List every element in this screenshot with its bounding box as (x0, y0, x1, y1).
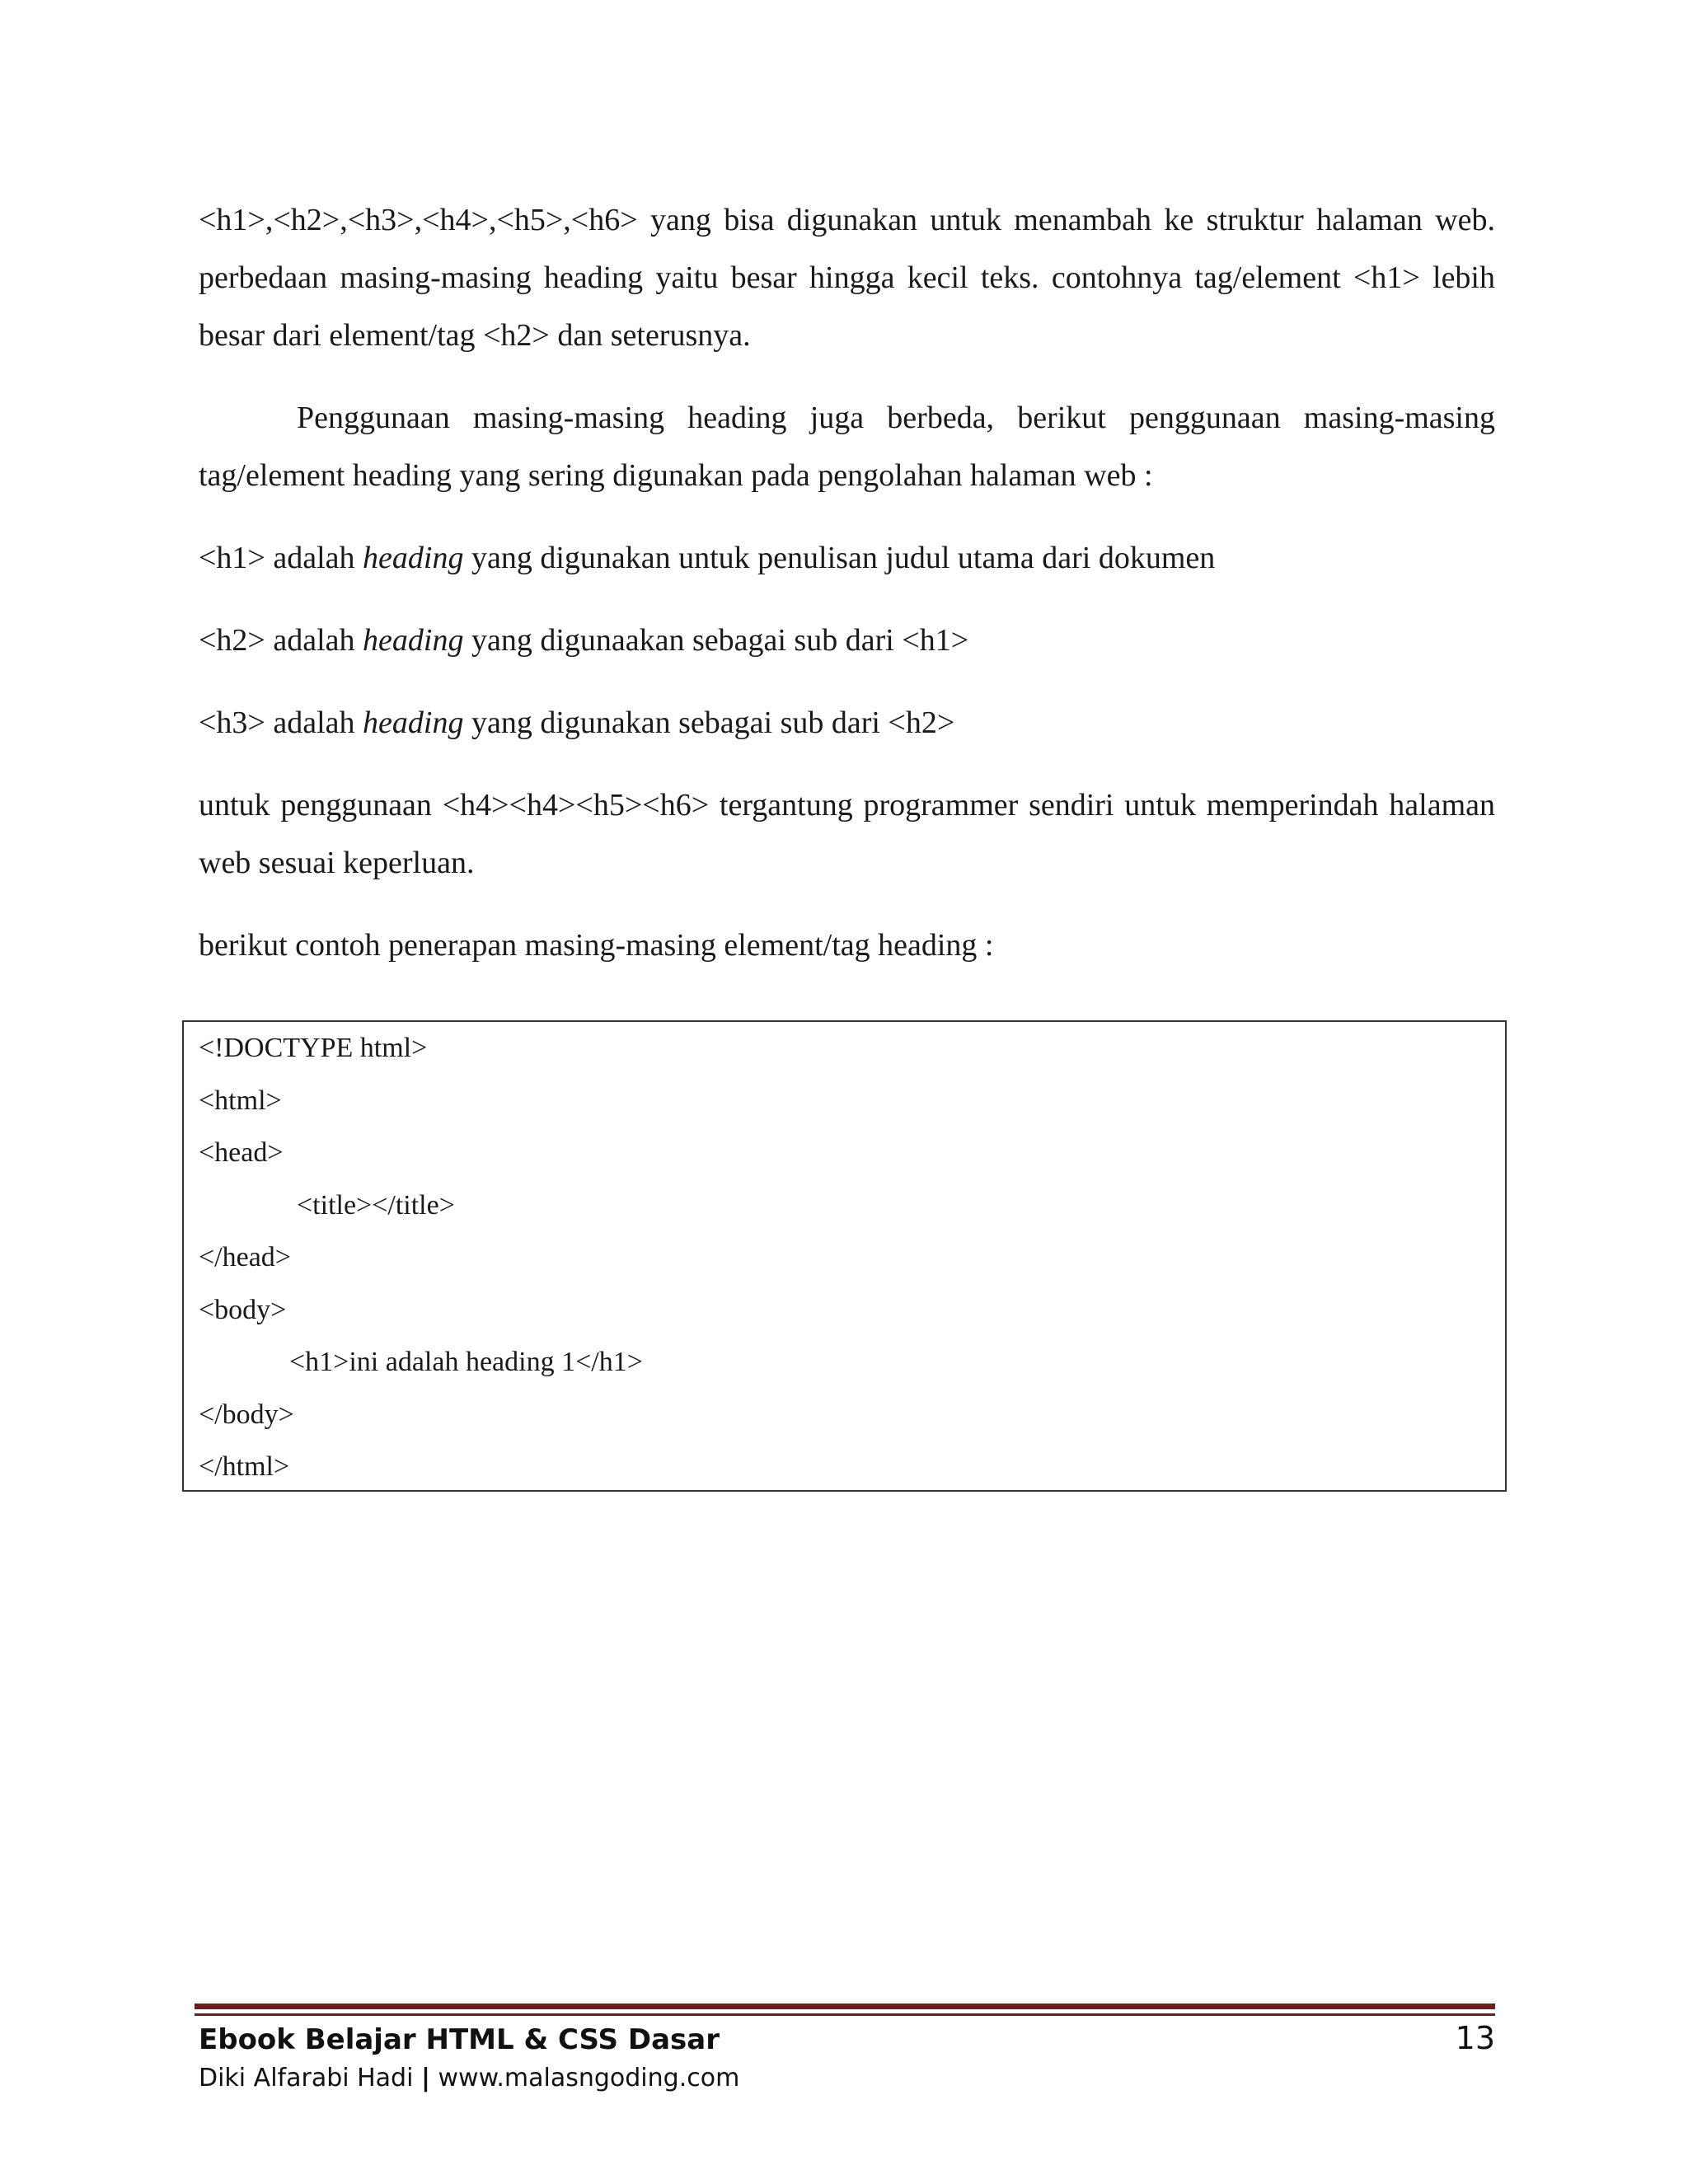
item-text: adalah (265, 623, 363, 658)
item-text: yang digunaakan sebagai sub dari <h1> (463, 623, 969, 658)
item-text: yang digunakan untuk penulisan judul utama dari dokumen (463, 541, 1216, 575)
author-name: Diki Alfarabi Hadi (199, 2064, 414, 2093)
emphasis-heading: heading (363, 623, 464, 658)
footer-author-line (199, 2060, 739, 2097)
footer-separator: | (420, 2064, 430, 2093)
website-url: www.malasngoding.com (438, 2064, 740, 2093)
footer-book-title: Ebook Belajar HTML & CSS Dasar (199, 2023, 720, 2056)
list-item-h3-usage (199, 694, 1495, 752)
code-line: <!DOCTYPE html> (199, 1033, 428, 1063)
code-line: <html> (199, 1085, 282, 1116)
paragraph-h4-h6-usage: untuk penggunaan <h4><h4><h5><h6> tergantung programmer sendiri untuk memperindah halaman web sesuai keperluan. (199, 788, 1495, 880)
code-line: </html> (199, 1451, 290, 1482)
footer-rule (195, 2004, 1495, 2009)
item-text: yang digunakan sebagai sub dari <h2> (463, 705, 955, 740)
list-item-h1-usage (199, 529, 1495, 587)
tag-text: <h1> (199, 541, 265, 575)
paragraph-example-intro: berikut contoh penerapan masing-masing element/tag heading : (199, 928, 994, 963)
code-line: </head> (199, 1242, 291, 1272)
footer-rule-thin (195, 2013, 1495, 2016)
page-number: 13 (1455, 2020, 1495, 2056)
paragraph-heading-usage: Penggunaan masing-masing heading juga berbeda, berikut penggunaan masing-masing tag/element heading yang sering digunakan pada pengolahan halaman web : (199, 401, 1495, 493)
list-item-h2-usage (199, 612, 1495, 669)
item-text: adalah (265, 541, 363, 575)
paragraph-heading-intro: <h1>,<h2>,<h3>,<h4>,<h5>,<h6> yang bisa digunakan untuk menambah ke struktur halaman web. perbedaan masing-masing heading yaitu besar hingga kecil teks. contohnya tag/element <h1> lebih besar dari element/tag <h2> dan seterusnya. (199, 203, 1495, 353)
code-line: <title></title> (297, 1189, 455, 1221)
code-line: <body> (199, 1294, 287, 1325)
page-content (199, 191, 1495, 974)
item-text: adalah (265, 705, 363, 740)
code-line: <h1>ini adalah heading 1</h1> (289, 1347, 643, 1377)
tag-text: <h3> (199, 705, 265, 740)
code-line: </body> (199, 1399, 294, 1430)
emphasis-heading: heading (363, 705, 464, 740)
code-example-box (182, 1020, 1507, 1492)
code-line: <head> (199, 1137, 284, 1168)
emphasis-heading: heading (363, 541, 464, 575)
tag-text: <h2> (199, 623, 265, 658)
